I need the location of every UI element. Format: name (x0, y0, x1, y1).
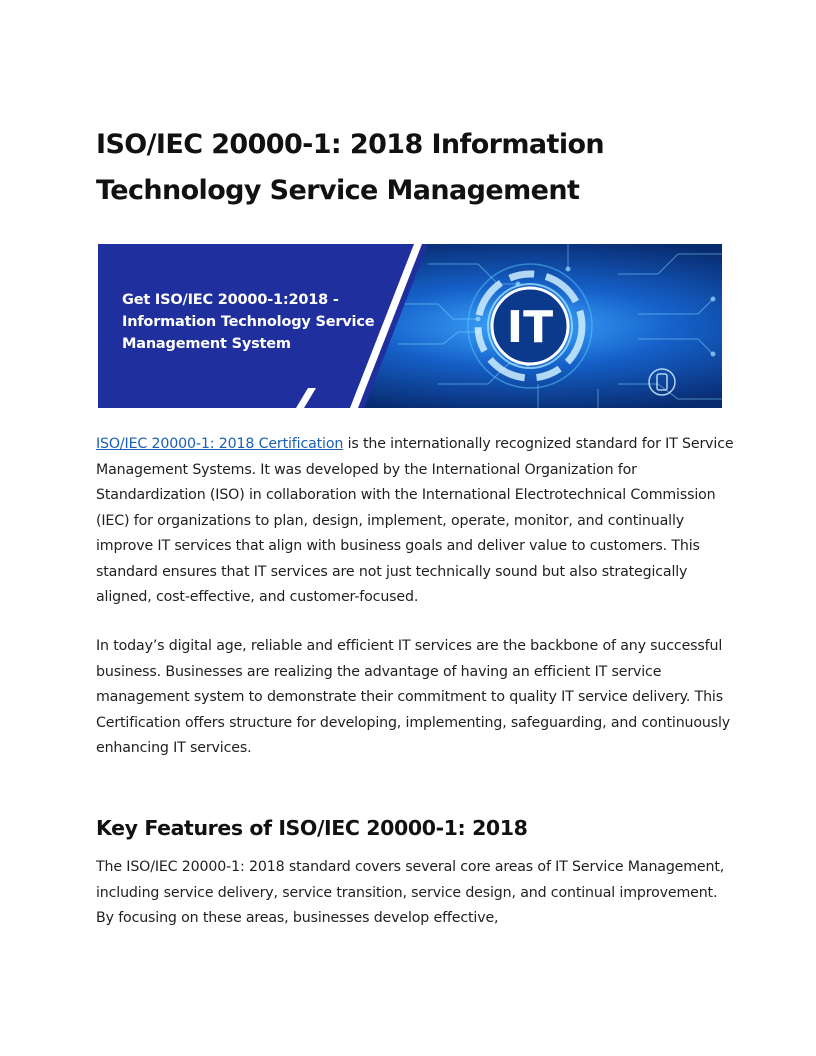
intro-paragraph (96, 432, 736, 611)
banner-image (98, 244, 722, 408)
it-logo-text: IT (506, 302, 554, 353)
section-heading: Key Features of ISO/IEC 20000-1: 2018 (96, 816, 528, 840)
page-title: ISO/IEC 20000-1: 2018 Information Technology Service Management (96, 129, 605, 206)
banner-heading: Get ISO/IEC 20000-1:2018 - Information Technology Service Management System (122, 292, 375, 352)
certification-link[interactable]: ISO/IEC 20000-1: 2018 Certification (96, 436, 344, 452)
digital-age-paragraph: In today’s digital age, reliable and efficient IT services are the backbone of any successful business. Businesses are realizing the advantage of having an efficient IT service management system to demonstrate their commitment to quality IT service delivery. This Certification offers structure for developing, implementing, safeguarding, and continuously enhancing IT services. (96, 638, 731, 756)
key-features-paragraph: The ISO/IEC 20000-1: 2018 standard covers several core areas of IT Service Management, including service delivery, service transition, service design, and continual improvement. By focusing on these areas, businesses develop effective, (96, 859, 725, 926)
intro-paragraph-text: is the internationally recognized standard for IT Service Management Systems. It was developed by the International Organization for Standardization (ISO) in collaboration with the International Electrotechnical Commission (IEC) for organizations to plan, design, implement, operate, monitor, and continually improve IT services that align with business goals and deliver value to customers. This standard ensures that IT services are not just technically sound but also strategically aligned, cost-effective, and customer-focused. (96, 436, 734, 605)
